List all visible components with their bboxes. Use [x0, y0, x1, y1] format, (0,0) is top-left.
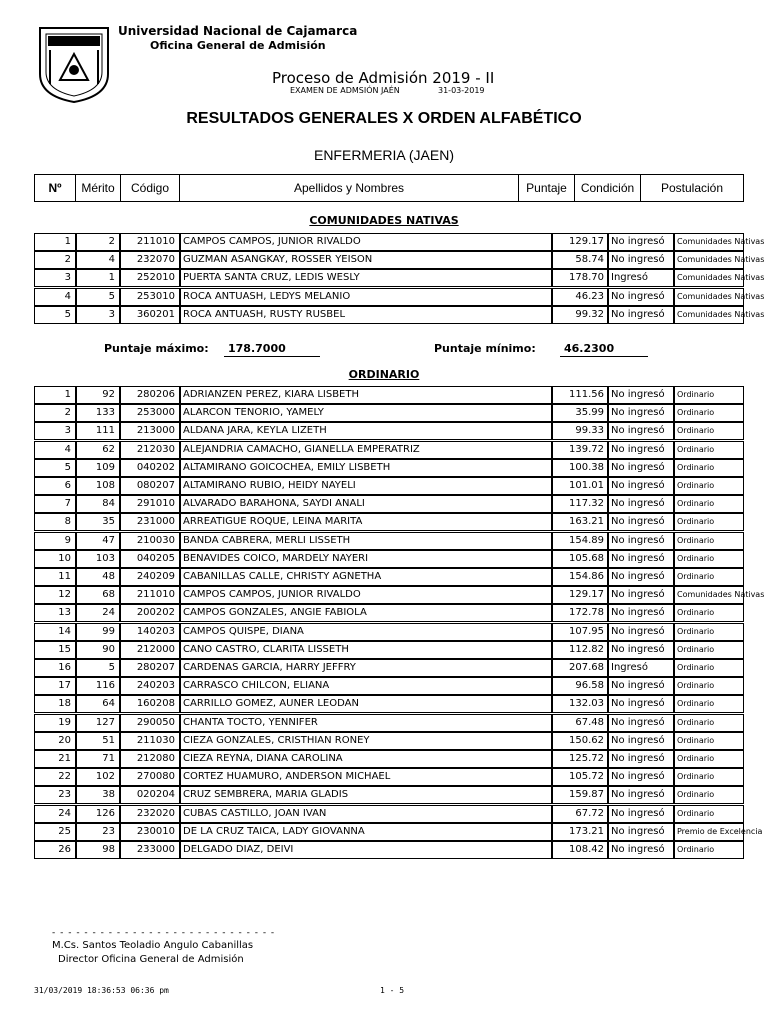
- row-postulacion: Ordinario: [674, 422, 744, 440]
- row-name: DE LA CRUZ TAICA, LADY GIOVANNA: [180, 823, 552, 841]
- section-title-ordinario: ORDINARIO: [348, 368, 420, 381]
- row-number: 18: [34, 695, 76, 713]
- row-puntaje: 107.95: [552, 623, 608, 641]
- row-name: CORTEZ HUAMURO, ANDERSON MICHAEL: [180, 768, 552, 786]
- row-name: PUERTA SANTA CRUZ, LEDIS WESLY: [180, 269, 552, 287]
- max-score-value: 178.7000: [224, 342, 320, 357]
- table-row: [34, 532, 744, 550]
- row-puntaje: 172.78: [552, 604, 608, 622]
- row-puntaje: 173.21: [552, 823, 608, 841]
- row-name: CARDENAS GARCIA, HARRY JEFFRY: [180, 659, 552, 677]
- row-merito: 48: [76, 568, 120, 586]
- office-name: Oficina General de Admisión: [150, 39, 326, 52]
- table-row: [34, 805, 744, 823]
- row-condicion: No ingresó: [608, 586, 674, 604]
- row-condicion: No ingresó: [608, 477, 674, 495]
- row-merito: 24: [76, 604, 120, 622]
- row-condicion: No ingresó: [608, 805, 674, 823]
- col-header-puntaje: Puntaje: [518, 174, 575, 202]
- row-codigo: 240209: [120, 568, 180, 586]
- row-puntaje: 46.23: [552, 288, 608, 306]
- row-condicion: No ingresó: [608, 786, 674, 804]
- table-row: [34, 550, 744, 568]
- row-name: ALARCON TENORIO, YAMELY: [180, 404, 552, 422]
- row-puntaje: 105.72: [552, 768, 608, 786]
- row-name: CIEZA GONZALES, CRISTHIAN RONEY: [180, 732, 552, 750]
- row-condicion: No ingresó: [608, 513, 674, 531]
- program-name: ENFERMERIA (JAEN): [313, 147, 454, 163]
- row-name: GUZMAN ASANGKAY, ROSSER YEISON: [180, 251, 552, 269]
- row-number: 7: [34, 495, 76, 513]
- row-merito: 84: [76, 495, 120, 513]
- row-codigo: 211010: [120, 586, 180, 604]
- row-merito: 62: [76, 441, 120, 459]
- row-puntaje: 112.82: [552, 641, 608, 659]
- row-codigo: 211010: [120, 233, 180, 251]
- row-postulacion: Ordinario: [674, 550, 744, 568]
- table-row: [34, 623, 744, 641]
- row-merito: 68: [76, 586, 120, 604]
- row-name: CABANILLAS CALLE, CHRISTY AGNETHA: [180, 568, 552, 586]
- row-puntaje: 100.38: [552, 459, 608, 477]
- min-score-label: Puntaje mínimo:: [434, 342, 536, 355]
- row-puntaje: 129.17: [552, 586, 608, 604]
- row-codigo: 230010: [120, 823, 180, 841]
- row-number: 14: [34, 623, 76, 641]
- row-condicion: No ingresó: [608, 677, 674, 695]
- row-merito: 111: [76, 422, 120, 440]
- row-merito: 71: [76, 750, 120, 768]
- row-number: 8: [34, 513, 76, 531]
- row-condicion: No ingresó: [608, 841, 674, 859]
- row-codigo: 270080: [120, 768, 180, 786]
- table-row: [34, 659, 744, 677]
- row-postulacion: Ordinario: [674, 659, 744, 677]
- row-postulacion: Comunidades Nativas: [674, 306, 744, 324]
- table-row: [34, 477, 744, 495]
- row-puntaje: 163.21: [552, 513, 608, 531]
- row-postulacion: Comunidades Nativas: [674, 233, 744, 251]
- col-header-merito: Mérito: [75, 174, 121, 202]
- row-puntaje: 99.33: [552, 422, 608, 440]
- row-name: ALTAMIRANO GOICOCHEA, EMILY LISBETH: [180, 459, 552, 477]
- table-row: [34, 459, 744, 477]
- row-merito: 99: [76, 623, 120, 641]
- report-title: RESULTADOS GENERALES X ORDEN ALFABÉTICO: [186, 110, 582, 127]
- row-merito: 109: [76, 459, 120, 477]
- row-condicion: No ingresó: [608, 550, 674, 568]
- row-number: 3: [34, 422, 76, 440]
- row-codigo: 290050: [120, 714, 180, 732]
- row-codigo: 211030: [120, 732, 180, 750]
- row-puntaje: 111.56: [552, 386, 608, 404]
- row-number: 26: [34, 841, 76, 859]
- row-condicion: No ingresó: [608, 695, 674, 713]
- row-codigo: 253010: [120, 288, 180, 306]
- row-postulacion: Ordinario: [674, 568, 744, 586]
- row-codigo: 231000: [120, 513, 180, 531]
- row-number: 6: [34, 477, 76, 495]
- row-merito: 102: [76, 768, 120, 786]
- row-codigo: 020204: [120, 786, 180, 804]
- row-name: CHANTA TOCTO, YENNIFER: [180, 714, 552, 732]
- row-codigo: 240203: [120, 677, 180, 695]
- table-row: [34, 251, 765, 269]
- row-number: 5: [34, 306, 76, 324]
- row-condicion: No ingresó: [608, 750, 674, 768]
- row-merito: 116: [76, 677, 120, 695]
- row-number: 23: [34, 786, 76, 804]
- row-number: 21: [34, 750, 76, 768]
- row-puntaje: 101.01: [552, 477, 608, 495]
- row-codigo: 212080: [120, 750, 180, 768]
- row-merito: 108: [76, 477, 120, 495]
- row-condicion: No ingresó: [608, 623, 674, 641]
- row-condicion: No ingresó: [608, 233, 674, 251]
- row-merito: 126: [76, 805, 120, 823]
- table-row: [34, 695, 744, 713]
- table-row: [34, 288, 765, 306]
- row-postulacion: Ordinario: [674, 477, 744, 495]
- table-row: [34, 586, 765, 604]
- row-puntaje: 125.72: [552, 750, 608, 768]
- row-postulacion: Ordinario: [674, 750, 744, 768]
- row-puntaje: 67.72: [552, 805, 608, 823]
- row-puntaje: 108.42: [552, 841, 608, 859]
- table-row: [34, 306, 765, 324]
- row-codigo: 233000: [120, 841, 180, 859]
- row-puntaje: 139.72: [552, 441, 608, 459]
- row-postulacion: Ordinario: [674, 732, 744, 750]
- row-name: ADRIANZEN PEREZ, KIARA LISBETH: [180, 386, 552, 404]
- row-name: CARRILLO GOMEZ, AUNER LEODAN: [180, 695, 552, 713]
- row-condicion: No ingresó: [608, 714, 674, 732]
- row-condicion: No ingresó: [608, 641, 674, 659]
- row-number: 12: [34, 586, 76, 604]
- row-merito: 38: [76, 786, 120, 804]
- row-postulacion: Ordinario: [674, 714, 744, 732]
- row-merito: 2: [76, 233, 120, 251]
- row-name: ROCA ANTUASH, LEDYS MELANIO: [180, 288, 552, 306]
- row-condicion: Ingresó: [608, 659, 674, 677]
- row-condicion: No ingresó: [608, 386, 674, 404]
- row-merito: 103: [76, 550, 120, 568]
- table-row: [34, 677, 744, 695]
- row-puntaje: 159.87: [552, 786, 608, 804]
- row-merito: 1: [76, 269, 120, 287]
- row-condicion: No ingresó: [608, 732, 674, 750]
- row-codigo: 212030: [120, 441, 180, 459]
- exam-label: EXAMEN DE ADMSIÓN JAÉN: [290, 86, 400, 95]
- exam-date: 31-03-2019: [438, 86, 485, 95]
- row-name: CARRASCO CHILCON, ELIANA: [180, 677, 552, 695]
- row-merito: 127: [76, 714, 120, 732]
- table-row: [34, 786, 744, 804]
- row-name: CAMPOS QUISPE, DIANA: [180, 623, 552, 641]
- row-postulacion: Ordinario: [674, 386, 744, 404]
- row-puntaje: 96.58: [552, 677, 608, 695]
- row-condicion: No ingresó: [608, 459, 674, 477]
- table-row: [34, 422, 744, 440]
- row-codigo: 210030: [120, 532, 180, 550]
- row-number: 1: [34, 386, 76, 404]
- row-codigo: 253000: [120, 404, 180, 422]
- signature-role: Director Oficina General de Admisión: [58, 954, 244, 965]
- row-postulacion: Ordinario: [674, 841, 744, 859]
- section-title-comunidades: COMUNIDADES NATIVAS: [309, 214, 459, 227]
- footer-timestamp: 31/03/2019 18:36:53 06:36 pm: [34, 986, 169, 995]
- university-seal-logo: [36, 24, 112, 104]
- row-puntaje: 117.32: [552, 495, 608, 513]
- row-postulacion: Premio de Excelencia: [674, 823, 744, 841]
- row-postulacion: Ordinario: [674, 513, 744, 531]
- row-name: CAMPOS GONZALES, ANGIE FABIOLA: [180, 604, 552, 622]
- row-puntaje: 58.74: [552, 251, 608, 269]
- row-postulacion: Ordinario: [674, 623, 744, 641]
- row-condicion: Ingresó: [608, 269, 674, 287]
- footer-page-number: 1 - 5: [380, 986, 405, 995]
- row-condicion: No ingresó: [608, 441, 674, 459]
- min-score-value: 46.2300: [560, 342, 648, 357]
- table-row: [34, 750, 744, 768]
- signature-name: M.Cs. Santos Teoladio Angulo Cabanillas: [52, 940, 254, 951]
- row-postulacion: Ordinario: [674, 441, 744, 459]
- row-codigo: 232070: [120, 251, 180, 269]
- row-number: 20: [34, 732, 76, 750]
- row-postulacion: Ordinario: [674, 805, 744, 823]
- row-merito: 5: [76, 659, 120, 677]
- row-number: 4: [34, 441, 76, 459]
- row-number: 16: [34, 659, 76, 677]
- row-codigo: 200202: [120, 604, 180, 622]
- row-puntaje: 178.70: [552, 269, 608, 287]
- row-merito: 64: [76, 695, 120, 713]
- row-merito: 98: [76, 841, 120, 859]
- row-condicion: No ingresó: [608, 532, 674, 550]
- col-header-nombre: Apellidos y Nombres: [179, 174, 519, 202]
- row-condicion: No ingresó: [608, 404, 674, 422]
- row-condicion: No ingresó: [608, 604, 674, 622]
- row-codigo: 280206: [120, 386, 180, 404]
- row-number: 25: [34, 823, 76, 841]
- row-codigo: 140203: [120, 623, 180, 641]
- row-puntaje: 154.89: [552, 532, 608, 550]
- row-number: 9: [34, 532, 76, 550]
- row-number: 19: [34, 714, 76, 732]
- row-codigo: 252010: [120, 269, 180, 287]
- row-postulacion: Comunidades Nativas: [674, 251, 744, 269]
- row-condicion: No ingresó: [608, 422, 674, 440]
- row-condicion: No ingresó: [608, 495, 674, 513]
- row-merito: 47: [76, 532, 120, 550]
- table-row: [34, 604, 744, 622]
- row-name: ARREATIGUE ROQUE, LEINA MARITA: [180, 513, 552, 531]
- row-merito: 35: [76, 513, 120, 531]
- row-codigo: 232020: [120, 805, 180, 823]
- table-row: [34, 495, 744, 513]
- row-puntaje: 207.68: [552, 659, 608, 677]
- col-header-codigo: Código: [120, 174, 180, 202]
- row-number: 17: [34, 677, 76, 695]
- row-number: 2: [34, 251, 76, 269]
- row-number: 15: [34, 641, 76, 659]
- row-merito: 3: [76, 306, 120, 324]
- row-puntaje: 105.68: [552, 550, 608, 568]
- row-name: CRUZ SEMBRERA, MARIA GLADIS: [180, 786, 552, 804]
- row-postulacion: Ordinario: [674, 459, 744, 477]
- row-name: ALDANA JARA, KEYLA LIZETH: [180, 422, 552, 440]
- row-codigo: 160208: [120, 695, 180, 713]
- row-number: 24: [34, 805, 76, 823]
- max-score-label: Puntaje máximo:: [104, 342, 209, 355]
- row-postulacion: Ordinario: [674, 532, 744, 550]
- row-postulacion: Ordinario: [674, 677, 744, 695]
- row-codigo: 213000: [120, 422, 180, 440]
- row-codigo: 291010: [120, 495, 180, 513]
- row-name: ALTAMIRANO RUBIO, HEIDY NAYELI: [180, 477, 552, 495]
- process-title: Proceso de Admisión 2019 - II: [272, 69, 495, 87]
- row-puntaje: 129.17: [552, 233, 608, 251]
- row-postulacion: Ordinario: [674, 695, 744, 713]
- table-row: [34, 404, 744, 422]
- signature-line: - - - - - - - - - - - - - - - - - - - - - - - - - - - -: [52, 928, 276, 938]
- row-codigo: 040202: [120, 459, 180, 477]
- table-row: [34, 441, 744, 459]
- table-row: [34, 233, 765, 251]
- row-merito: 4: [76, 251, 120, 269]
- row-name: DELGADO DIAZ, DEIVI: [180, 841, 552, 859]
- row-puntaje: 35.99: [552, 404, 608, 422]
- table-row: [34, 714, 744, 732]
- row-codigo: 212000: [120, 641, 180, 659]
- row-name: CANO CASTRO, CLARITA LISSETH: [180, 641, 552, 659]
- row-postulacion: Comunidades Nativas: [674, 269, 744, 287]
- row-condicion: No ingresó: [608, 568, 674, 586]
- row-name: BENAVIDES COICO, MARDELY NAYERI: [180, 550, 552, 568]
- row-condicion: No ingresó: [608, 306, 674, 324]
- row-name: ALEJANDRIA CAMACHO, GIANELLA EMPERATRIZ: [180, 441, 552, 459]
- row-merito: 133: [76, 404, 120, 422]
- row-number: 1: [34, 233, 76, 251]
- university-name: Universidad Nacional de Cajamarca: [118, 24, 358, 38]
- row-postulacion: Ordinario: [674, 604, 744, 622]
- table-row: [34, 513, 744, 531]
- row-merito: 51: [76, 732, 120, 750]
- row-number: 22: [34, 768, 76, 786]
- row-number: 5: [34, 459, 76, 477]
- row-codigo: 360201: [120, 306, 180, 324]
- table-row: [34, 386, 744, 404]
- row-name: ROCA ANTUASH, RUSTY RUSBEL: [180, 306, 552, 324]
- row-number: 13: [34, 604, 76, 622]
- col-header-n: Nº: [34, 174, 76, 202]
- row-name: CUBAS CASTILLO, JOAN IVAN: [180, 805, 552, 823]
- row-number: 11: [34, 568, 76, 586]
- row-merito: 23: [76, 823, 120, 841]
- table-row: [34, 841, 744, 859]
- row-postulacion: Ordinario: [674, 495, 744, 513]
- row-number: 4: [34, 288, 76, 306]
- row-postulacion: Ordinario: [674, 786, 744, 804]
- col-header-condicion: Condición: [574, 174, 641, 202]
- table-row: [34, 641, 744, 659]
- row-number: 3: [34, 269, 76, 287]
- table-row: [34, 732, 744, 750]
- row-postulacion: Ordinario: [674, 641, 744, 659]
- row-merito: 5: [76, 288, 120, 306]
- row-codigo: 280207: [120, 659, 180, 677]
- row-postulacion: Comunidades Nativas: [674, 586, 744, 604]
- row-name: CAMPOS CAMPOS, JUNIOR RIVALDO: [180, 586, 552, 604]
- row-merito: 90: [76, 641, 120, 659]
- row-number: 2: [34, 404, 76, 422]
- table-row: [34, 568, 744, 586]
- row-puntaje: 67.48: [552, 714, 608, 732]
- col-header-postulacion: Postulación: [640, 174, 744, 202]
- row-puntaje: 99.32: [552, 306, 608, 324]
- row-condicion: No ingresó: [608, 251, 674, 269]
- row-puntaje: 154.86: [552, 568, 608, 586]
- row-postulacion: Ordinario: [674, 404, 744, 422]
- table-row: [34, 768, 744, 786]
- row-name: ALVARADO BARAHONA, SAYDI ANALI: [180, 495, 552, 513]
- row-codigo: 040205: [120, 550, 180, 568]
- row-name: CAMPOS CAMPOS, JUNIOR RIVALDO: [180, 233, 552, 251]
- table-row: [34, 269, 765, 287]
- row-codigo: 080207: [120, 477, 180, 495]
- row-puntaje: 132.03: [552, 695, 608, 713]
- row-condicion: No ingresó: [608, 823, 674, 841]
- row-name: CIEZA REYNA, DIANA CAROLINA: [180, 750, 552, 768]
- row-number: 10: [34, 550, 76, 568]
- row-name: BANDA CABRERA, MERLI LISSETH: [180, 532, 552, 550]
- row-puntaje: 150.62: [552, 732, 608, 750]
- row-condicion: No ingresó: [608, 288, 674, 306]
- row-postulacion: Comunidades Nativas: [674, 288, 744, 306]
- table-row: [34, 823, 763, 841]
- row-condicion: No ingresó: [608, 768, 674, 786]
- row-merito: 92: [76, 386, 120, 404]
- row-postulacion: Ordinario: [674, 768, 744, 786]
